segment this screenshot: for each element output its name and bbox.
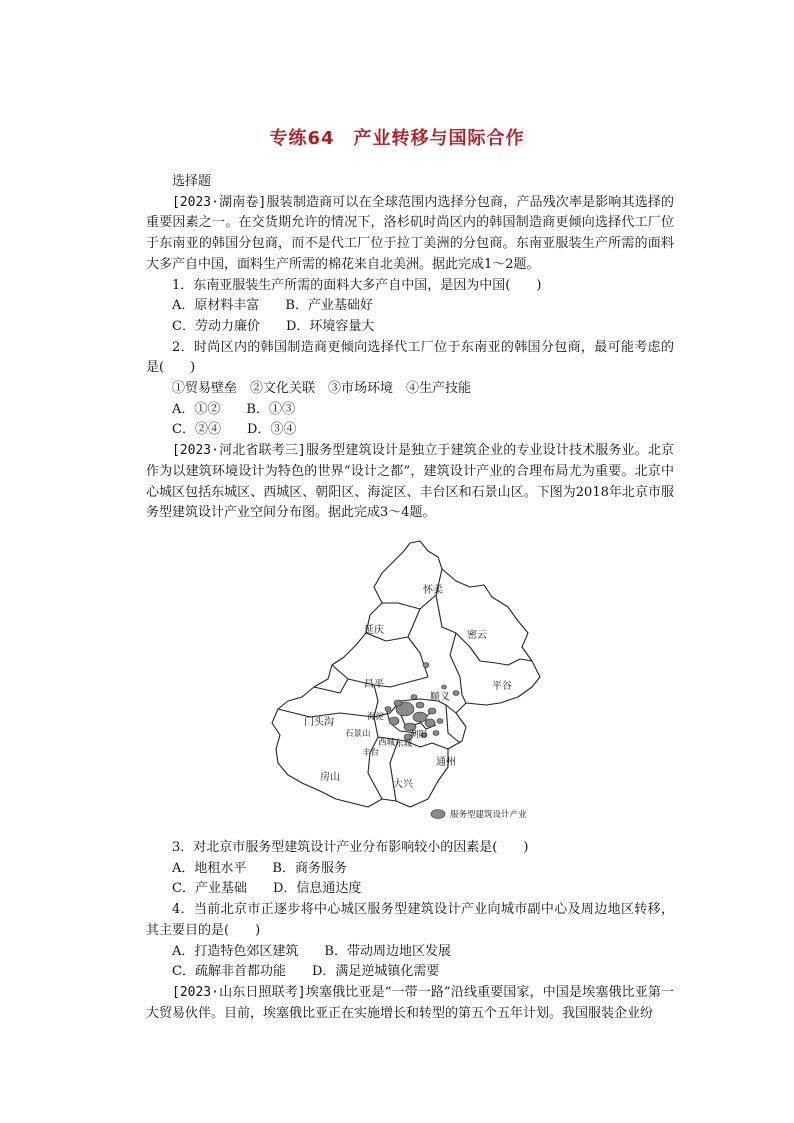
passage-3-source: [2023·山东日照联考] bbox=[172, 984, 306, 1000]
cluster-marker bbox=[442, 685, 447, 689]
cluster-marker bbox=[411, 695, 417, 700]
passage-2 bbox=[146, 441, 674, 524]
label-dongcheng: 东城 bbox=[395, 739, 413, 749]
question-2-items: ①贸易壁垒 ②文化关联 ③市场环境 ④生产技能 bbox=[172, 381, 472, 397]
passage-3-text: 埃塞俄比亚是“一带一路”沿线重要国家，中国是埃塞俄比亚第一大贸易伙伴。目前，埃塞俄比亚正在实施增长和转型的第五个五年计划。我国服装企业纷 bbox=[146, 984, 674, 1021]
question-3-options-ab: A．地租水平 B．商务服务 bbox=[172, 860, 347, 876]
cluster-marker bbox=[413, 712, 427, 722]
lower-content bbox=[146, 838, 674, 1024]
cluster-marker bbox=[425, 719, 435, 727]
label-fangshan: 房山 bbox=[320, 772, 340, 783]
question-3-stem: 3．对北京市服务型建筑设计产业分布影响较小的因素是( ) bbox=[172, 840, 529, 855]
label-mentougou: 门头沟 bbox=[304, 717, 334, 728]
label-xicheng: 西城 bbox=[378, 738, 396, 748]
question-4-options-cd: C．疏解非首都功能 D．满足逆城镇化需要 bbox=[172, 964, 440, 980]
cluster-marker bbox=[389, 717, 399, 725]
label-haidian: 海淀 bbox=[367, 712, 385, 722]
page-title: 专练64 产业转移与国际合作 bbox=[269, 128, 525, 149]
label-huairou: 怀柔 bbox=[423, 585, 443, 596]
label-shijingshan: 石景山 bbox=[345, 729, 371, 739]
question-2-options-cd: C．②④ D．③④ bbox=[172, 422, 297, 438]
label-fengtai: 丰台 bbox=[362, 748, 380, 758]
question-4-stem: 4．当前北京市正逐步将中心城区服务型建筑设计产业向城市副中心及周边地区转移，其主要目的是( ) bbox=[146, 902, 674, 938]
legend-label: 服务型建筑设计产业 bbox=[450, 810, 527, 820]
cluster-marker bbox=[428, 708, 436, 714]
cluster-marker bbox=[453, 691, 459, 696]
question-2-stem: 2．时尚区内的韩国制造商更倾向选择代工厂位于东南亚的韩国分包商，最可能考虑的是( ) bbox=[146, 339, 674, 376]
cluster-marker bbox=[394, 700, 402, 706]
cluster-marker bbox=[385, 707, 391, 712]
question-1-stem: 1．东南亚服装生产所需的面料大多产自中国，是因为中国( ) bbox=[172, 277, 542, 293]
passage-1-source: [2023·湖南卷] bbox=[172, 194, 267, 210]
label-tongzhou: 通州 bbox=[436, 757, 456, 768]
legend-swatch bbox=[431, 810, 445, 819]
label-pinggu: 平谷 bbox=[492, 681, 512, 692]
passage-2-source: [2023·河北省联考三] bbox=[172, 443, 306, 459]
cluster-marker bbox=[416, 702, 424, 708]
passage-3 bbox=[146, 983, 674, 1024]
question-1-options-ab: A．原材料丰富 B．产业基础好 bbox=[172, 298, 373, 314]
question-1-options-cd: C．劳动力廉价 D．环境容量大 bbox=[172, 318, 375, 334]
passage-2-text: 服务型建筑设计是独立于建筑企业的专业设计技术服务业。北京作为以建筑环境设计为特色的世界“设计之都”，建筑设计产业的合理布局尤为重要。北京中心城区包括东城区、西城区、朝阳区、海淀区、丰台区和石景山区。下图为2018年北京市服务型建筑设计产业空间分布图。据此完成3～4题。 bbox=[146, 443, 674, 521]
label-shunyi: 顺义 bbox=[430, 692, 450, 703]
label-miyun: 密云 bbox=[467, 630, 487, 641]
cluster-marker bbox=[423, 663, 429, 668]
section-label: 选择题 bbox=[172, 174, 212, 189]
question-3-options-cd: C．产业基础 D．信息通达度 bbox=[172, 881, 362, 897]
question-2-options-ab: A．①② B．①③ bbox=[172, 401, 295, 417]
passage-1 bbox=[146, 193, 674, 276]
beijing-outline bbox=[272, 541, 540, 807]
upper-content bbox=[146, 172, 674, 524]
label-changping: 昌平 bbox=[364, 679, 384, 690]
cluster-marker bbox=[433, 731, 439, 736]
label-yanqing: 延庆 bbox=[364, 625, 384, 636]
passage-1-text: 服装制造商可以在全球范围内选择分包商，产品残次率是影响其选择的重要因素之一。在交货期允许的情况下，洛杉矶时尚区内的韩国制造商更倾向选择代工厂位于东南亚的韩国分包商，而不是代工厂位于拉丁美洲的分包商。东南亚服装生产所需的面料大多产自中国，面料生产所需的棉花来自北美洲。据此完成1～2题。 bbox=[146, 194, 674, 272]
label-daxing: 大兴 bbox=[393, 779, 413, 790]
beijing-district-map bbox=[270, 537, 570, 827]
question-4-options-ab: A．打造特色郊区建筑 B．带动周边地区发展 bbox=[172, 943, 451, 959]
label-chaoyang: 朝阳 bbox=[410, 730, 428, 740]
cluster-marker bbox=[437, 719, 443, 724]
